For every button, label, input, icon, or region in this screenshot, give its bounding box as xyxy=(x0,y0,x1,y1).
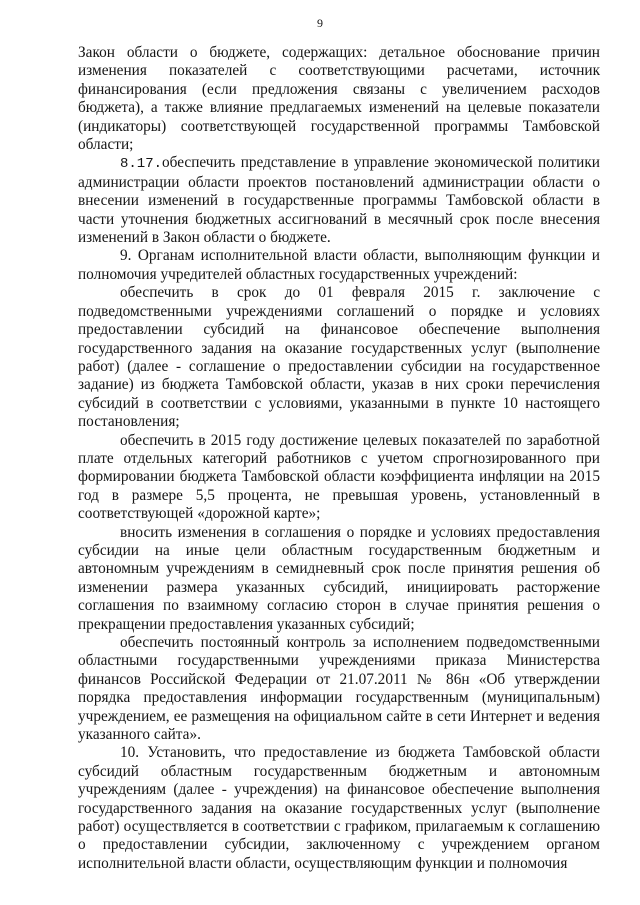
document-body xyxy=(78,44,600,873)
paragraph: вносить изменения в соглашения о порядке и условиях предоставления субсидии на иные цели областным государственным бюджетным и автономным учреждениям в семидневный срок после принятия решения об изменении размера указанных субсидий, инициировать расторжение соглашения по взаимному согласию сторон в случае принятия решения о прекращении предоставления указанных субсидий; xyxy=(78,523,600,633)
paragraph-text: обеспечить представление в управление экономической политики администрации области проектов постановлений администрации области о внесении изменений в государственные программы Тамбовской области в части уточнения бюджетных ассигнований в месячный срок после внесения изменений в Закон области о бюджете. xyxy=(78,154,600,247)
paragraph: 10. Установить, что предоставление из бюджета Тамбовской области субсидий областным государственным бюджетным и автономным учреждениям (далее - учреждения) на финансовое обеспечение выполнения государственного задания на оказание государственных услуг (выполнение работ) осуществляется в соответствии с графиком, прилагаемым к соглашению о предоставлении субсидии, заключенному с учреждением органом исполнительной власти области, осуществляющим функции и полномочия xyxy=(78,744,600,872)
paragraph: обеспечить постоянный контроль за исполнением подведомственными областными государственными учреждениями приказа Министерства финансов Российской Федерации от 21.07.2011 № 86н «Об утверждении порядка предоставления информации государственным (муниципальным) учреждением, ее размещения на официальном сайте в сети Интернет и ведения указанного сайта». xyxy=(78,634,600,744)
paragraph: 9. Органам исполнительной власти области, выполняющим функции и полномочия учредителей областных государственных учреждений: xyxy=(78,247,600,283)
page-number: 9 xyxy=(317,16,323,30)
item-number: 8.17. xyxy=(120,156,163,173)
paragraph-8-17 xyxy=(78,154,600,247)
paragraph: Закон области о бюджете, содержащих: детальное обоснование причин изменения показателей с соответствующими расчетами, источник финансирования (если предложения связаны с увеличением расходов бюджета), а также влияние предлагаемых изменений на целевые показатели (индикаторы) соответствующей государственной программы Тамбовской области; xyxy=(78,44,600,154)
paragraph: обеспечить в 2015 году достижение целевых показателей по заработной плате отдельных категорий работников с учетом спрогнозированного при формировании бюджета Тамбовской области коэффициента инфляции на 2015 год в размере 5,5 процента, не превышая уровень, установленный в соответствующей «дорожной карте»; xyxy=(78,431,600,523)
paragraph: обеспечить в срок до 01 февраля 2015 г. заключение с подведомственными учреждениями соглашений о порядке и условиях предоставлении субсидий на финансовое обеспечение выполнения государственного задания на оказание государственных услуг (выполнение работ) (далее - соглашение о предоставлении субсидии на государственное задание) из бюджета Тамбовской области, указав в них сроки перечисления субсидий в соответствии с условиями, указанными в пункте 10 настоящего постановления; xyxy=(78,284,600,431)
